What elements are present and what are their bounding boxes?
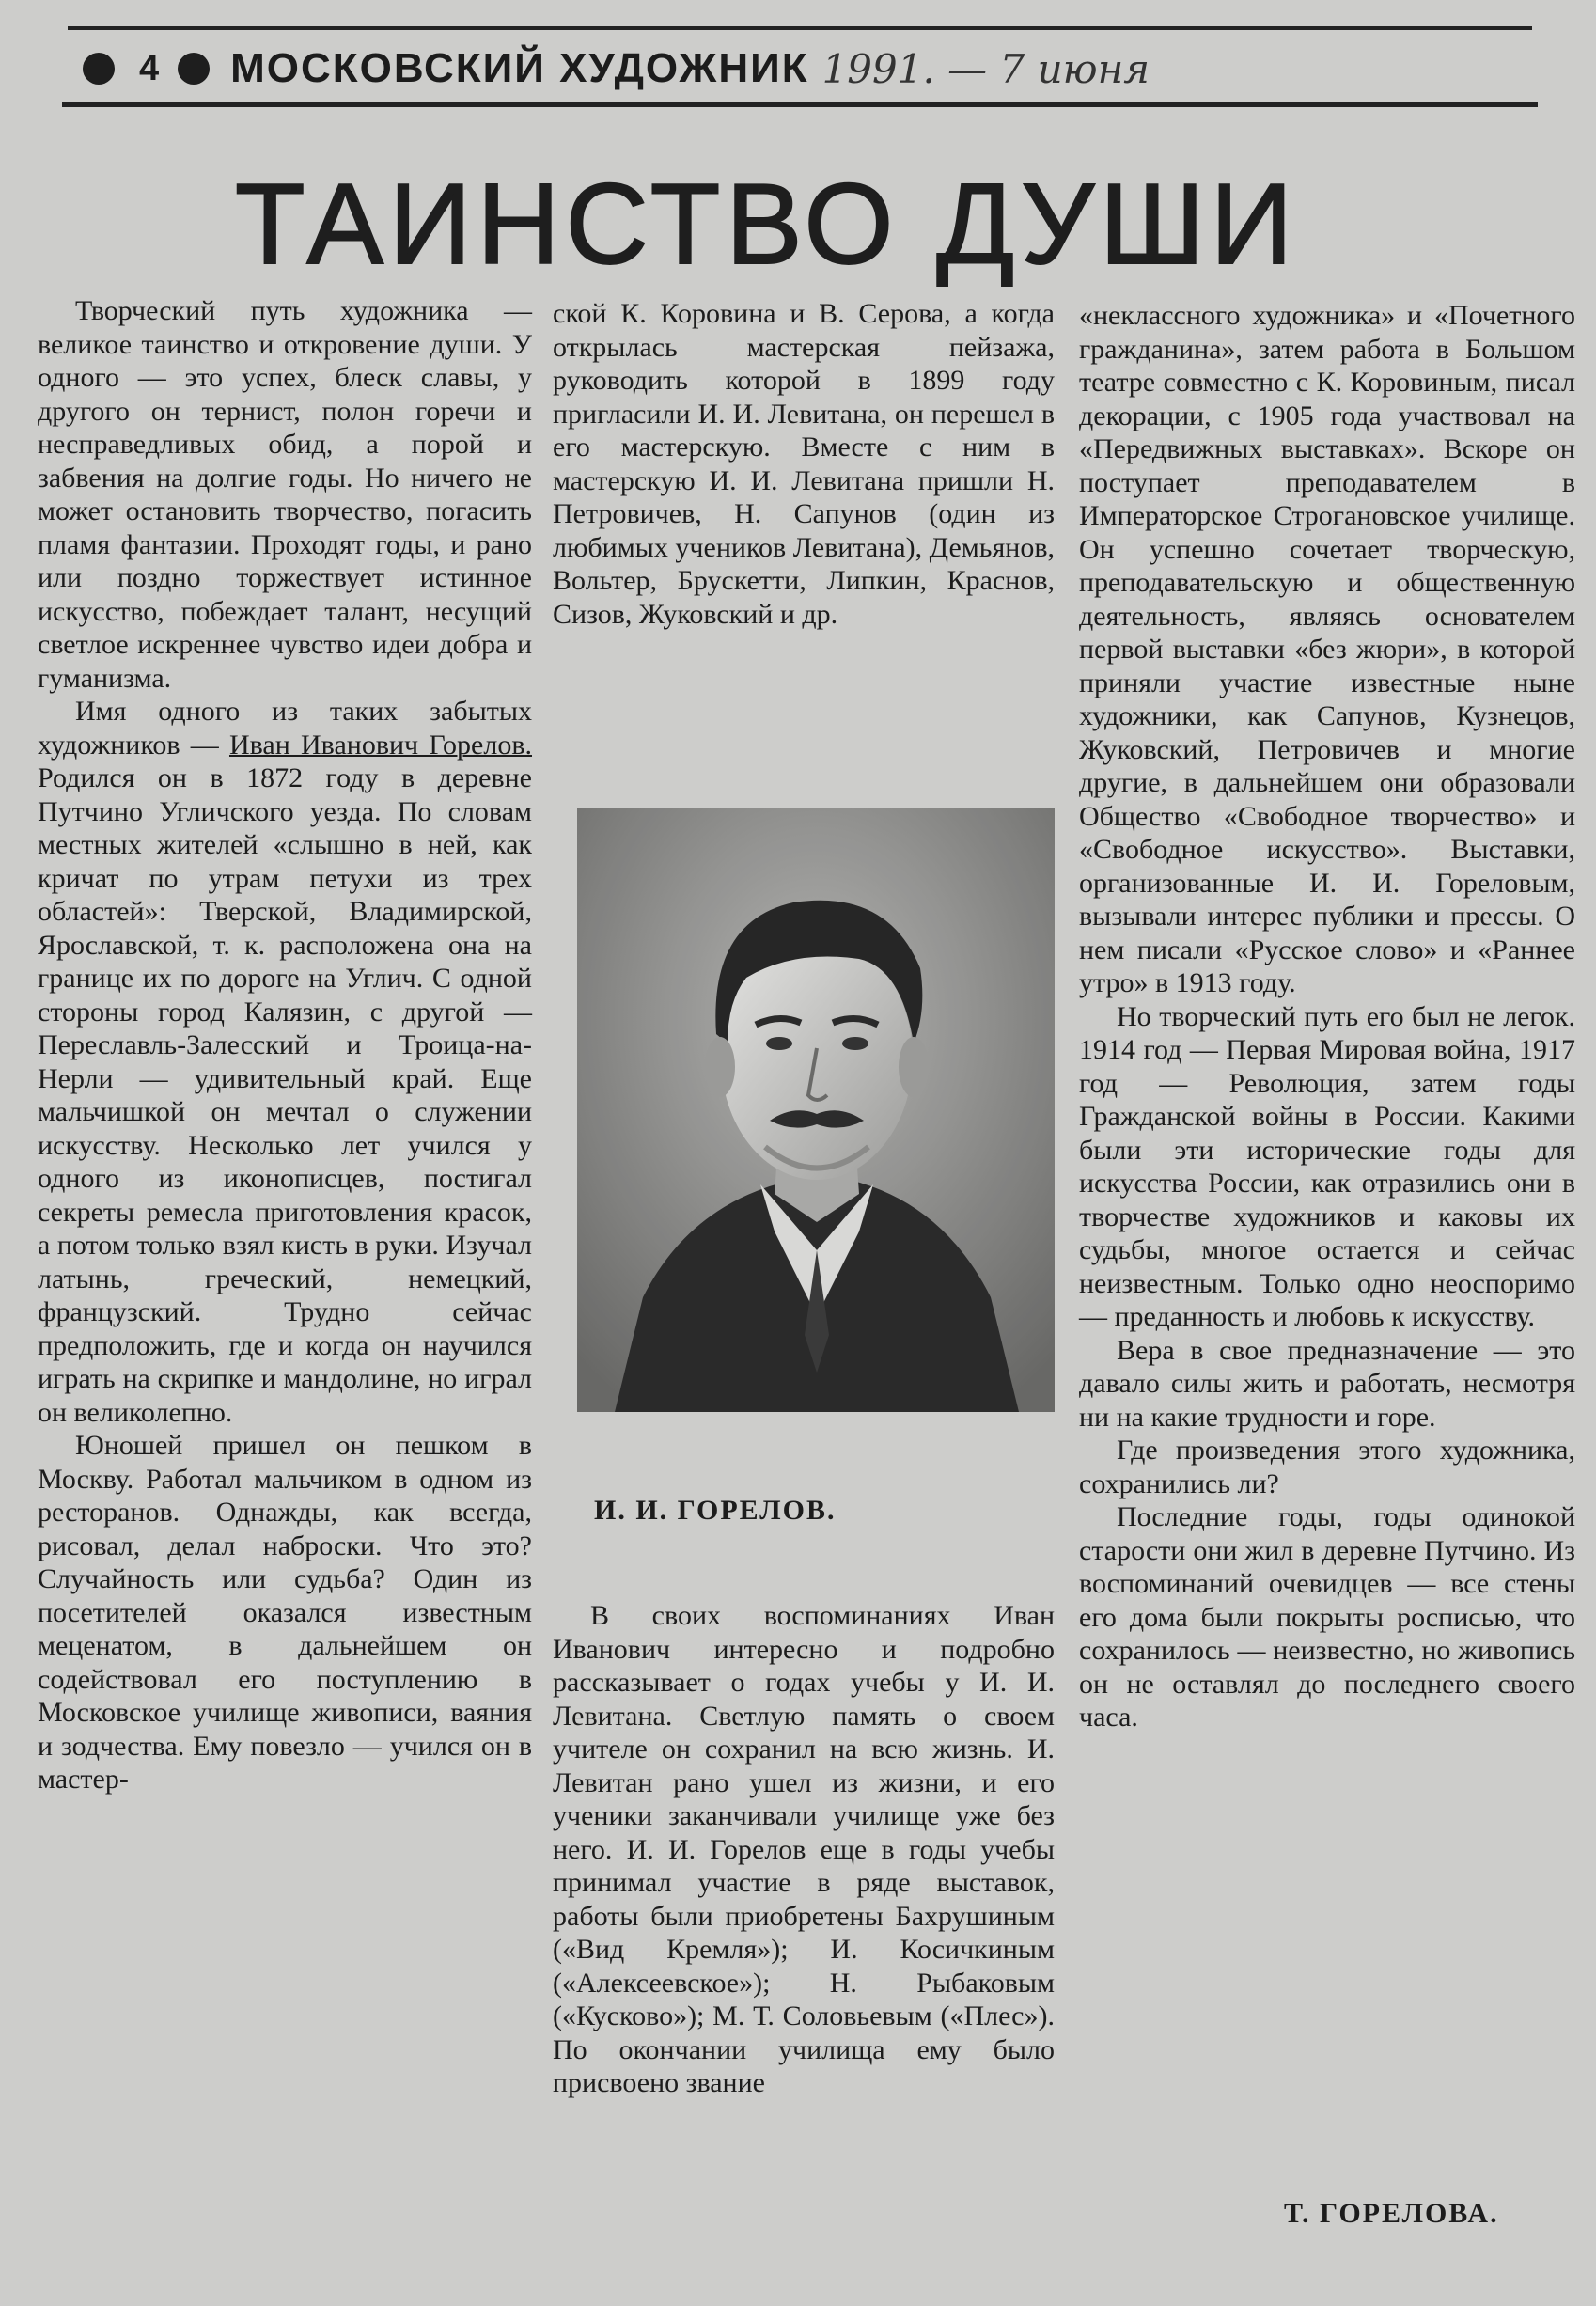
article-column-2-top [553,297,1055,631]
portrait-photo [577,808,1055,1412]
paragraph: В своих воспоминаниях Иван Иванович интересно и подробно рассказывает о годах учебы у И. И. Левитана. Светлую память о своем учителе он сохранил на всю жизнь. И. Левитан рано ушел из жизни, и его ученики заканчивали училище уже без него. И. И. Горелов еще в годы учебы принимал участие в ряде выставок, работы были приобретены Бахрушиным («Вид Кремля»); И. Косичкиным («Алексеевское»); Н. Рыбаковым («Кусково»); М. Т. Соловьевым («Плес»). По окончании училища ему было присвоено звание [553,1600,1055,2098]
paragraph: Юношей пришел он пешком в Москву. Работал мальчиком в одном из ресторанов. Однажды, как всегда, рисовал, делал наброски. Что это? Случайность или судьба? Один из посетителей оказался известным меценатом, в дальнейшем он содействовал его поступлению в Московское училище живописи, ваяния и зодчества. Ему повезло — учился он в мастер- [38,1430,532,1795]
top-rule [68,26,1532,30]
article-column-1 [38,294,532,1796]
paragraph: «неклассного художника» и «Почетного гражданина», затем работа в Большом театре совместно с К. Коровиным, писал декорации, с 1905 года участвовал на «Передвижных выставках». Вскоре он поступает преподавателем в Императорское Строгановское училище. Он успешно сочетает творческую, преподавательскую и общественную деятельность, являясь основателем первой выставки «без жюри», в которой приняли участие известные ныне художники, как Сапунов, Кузнецов, Жуковский, Петровичев и многие другие, в дальнейшем они образовали Общество «Свободное творчество» и «Свободное искусство». Выставки, организованные И. И. Гореловым, вызывали интерес публики и прессы. О нем писали «Русское слово» и «Раннее утро» в 1913 году. [1079,300,1575,998]
paragraph: Где произведения этого художника, сохранились ли? [1079,1435,1575,1499]
article-column-2-bottom [553,1599,1055,2100]
bullet-icon [178,53,210,85]
paragraph: Вера в свое предназначение — это давало силы жить и работать, несмотря ни на какие трудности и горе. [1079,1334,1575,1433]
paragraph: Но творческий путь его был не легок. 1914 год — Первая Мировая война, 1917 год — Революция, затем годы Гражданской войны в России. Какими были эти исторические годы для искусства России, как отразились они в творчестве художников и каковы их судьбы, многое остается и сейчас неизвестным. Только одно неоспоримо — преданность и любовь к искусству. [1079,1000,1575,1332]
article-column-3 [1079,299,1575,1734]
handwritten-date: 1991. — 7 июня [821,45,1150,92]
newspaper-name: МОСКОВСКИЙ ХУДОЖНИК [230,45,809,91]
bullet-icon [83,53,115,85]
masthead [83,38,1150,100]
masthead-rule [62,102,1538,107]
portrait-image [577,808,1055,1412]
paragraph: Творческий путь художника — великое таинство и откровение души. У одного — это успех, блеск славы, у другого он тернист, полон горечи и несправедливых обид, а порой и забвения на долгие годы. Но ничего не может остановить творчество, погасить пламя фантазии. Проходят годы, и рано или поздно торжествует истинное искусство, побеждает талант, несущий светлое искреннее чувство идеи добра и гуманизма. [38,295,532,694]
photo-caption: И. И. ГОРЕЛОВ. [594,1495,837,1526]
paragraph: ской К. Коровина и В. Серова, а когда открылась мастерская пейзажа, руководить которой в 1899 году пригласили И. И. Левитана, он перешел в его мастерскую. Вместе с ним в мастерскую И. И. Левитана пришли Н. Петровичев, Н. Сапунов (один из любимых учеников Левитана), Демьянов, Вольтер, Брускетти, Липкин, Краснов, Сизов, Жуковский и др. [553,298,1055,630]
paragraph: Имя одного из таких забытых художников — Иван Иванович Горелов. Родился он в 1872 году в деревне Путчино Угличского уезда. По словам местных жителей «слышно в ней, как кричат по утрам петухи из трех областей»: Тверской, Владимирской, Ярославской, т. к. расположена она на границе их по дороге на Углич. С одной стороны город Калязин, с другой — Переславль-Залесский и Троица-на-Нерли — удивительный край. Еще мальчишкой он мечтал о служении искусству. Несколько лет учился у одного из иконописцев, постигал секреты ремесла приготовления красок, а потом только взял кисть в руки. Изучал латынь, греческий, немецкий, французский. Трудно сейчас предположить, где и когда он научился играть на скрипке и мандолине, но играл он великолепно. [38,696,532,1428]
page-number: 4 [139,48,160,88]
paragraph: Последние годы, годы одинокой старости они жил в деревне Путчино. Из воспоминаний очевидцев — все стены его дома были покрыты росписью, что сохранилось — неизвестно, но живопись он не оставлял до последнего своего часа. [1079,1501,1575,1733]
article-headline: ТАИНСТВО ДУШИ [235,160,1299,288]
author-signature: Т. ГОРЕЛОВА. [1284,2198,1499,2229]
artist-name: Иван Иванович Горелов. [228,729,532,761]
